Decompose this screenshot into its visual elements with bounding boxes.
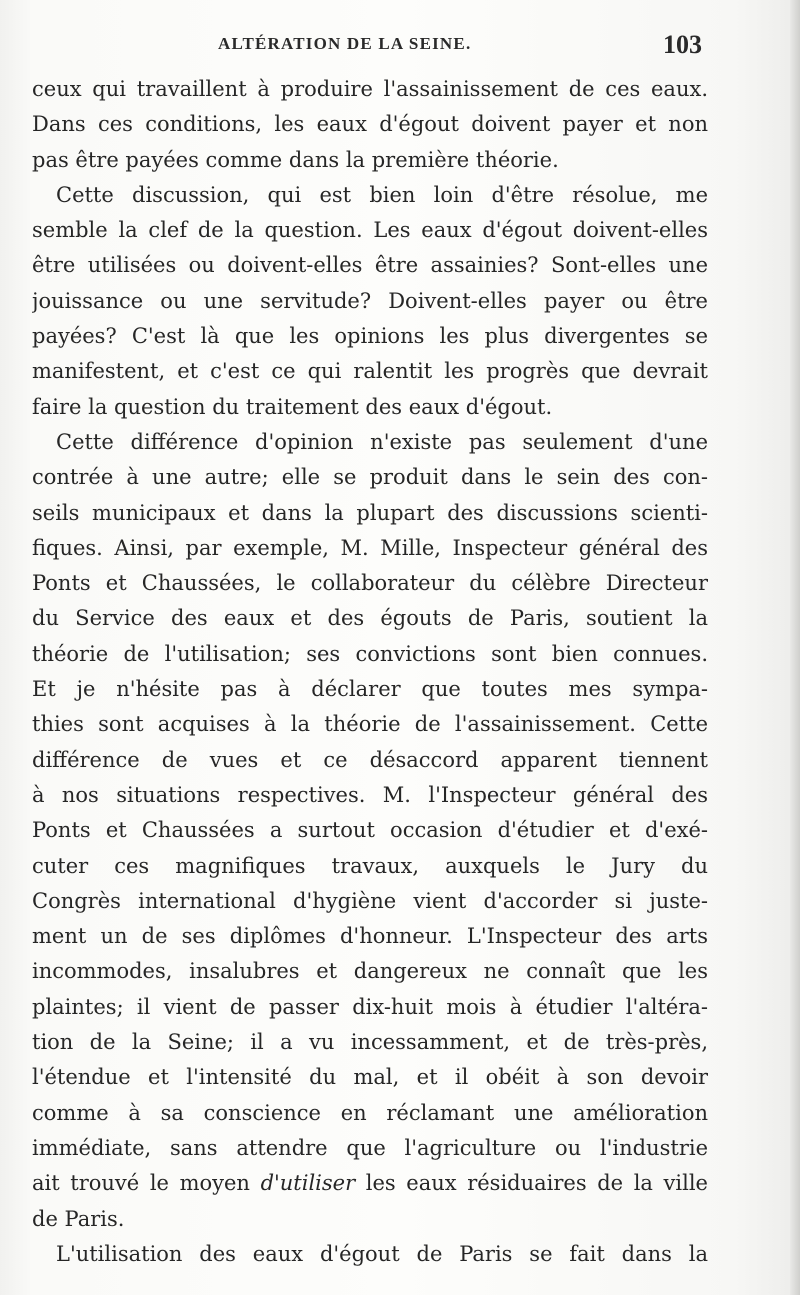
text-line: L'utilisation des eaux d'égout de Paris se fait dans la [56,1241,708,1266]
text-line: Ponts et Chaussées, le collaborateur du célèbre Directeur [32,571,708,596]
text-line: comme à sa conscience en réclamant une amélioration [32,1100,708,1125]
text-segment: les eaux résiduaires de la ville [355,1171,708,1196]
text-line: à nos situations respectives. M. l'Inspecteur général des [32,782,708,807]
text-line: jouissance ou une servitude? Doivent-elles payer ou être [32,288,708,313]
text-line: ceux qui travaillent à produire l'assainissement de ces eaux. [32,77,708,101]
text-line: Cette différence d'opinion n'existe pas seulement d'une [56,429,708,454]
text-line: Ponts et Chaussées a surtout occasion d'étudier et d'exé- [32,818,708,843]
italic-word: d'utiliser [260,1171,356,1196]
page-edge-shadow [790,0,800,1295]
text-line: tion de la Seine; il a vu incessamment, et de très-près, [32,1030,708,1055]
text-line: de Paris. [32,1206,125,1231]
text-line: Cette discussion, qui est bien loin d'être résolue, me [56,182,708,207]
text-line: fiques. Ainsi, par exemple, M. Mille, Inspecteur général des [32,535,708,560]
text-line: l'étendue et l'intensité du mal, et il obéit à son devoir [32,1065,708,1090]
text-segment: ait trouvé le moyen [32,1171,261,1196]
text-line: faire la question du traitement des eaux d'égout. [32,394,553,419]
page-header [0,30,800,64]
text-line: manifestent, et c'est ce qui ralentit les progrès que devrait [32,359,708,384]
text-line: du Service des eaux et des égouts de Paris, soutient la [32,606,708,631]
running-title: ALTÉRATION DE LA SEINE. [218,34,472,53]
text-line: pas être payées comme dans la première théorie. [32,147,559,172]
text-line: seils municipaux et dans la plupart des discussions scienti- [32,500,708,525]
text-line: immédiate, sans attendre que l'agriculture ou l'industrie [32,1135,708,1160]
text-line: différence de vues et ce désaccord apparent tiennent [32,747,708,772]
text-line: thies sont acquises à la théorie de l'assainissement. Cette [32,712,708,737]
text-line: semble la clef de la question. Les eaux d'égout doivent-elles [32,218,708,243]
text-line: théorie de l'utilisation; ses convictions sont bien connues. [32,641,708,666]
text-line: Et je n'hésite pas à déclarer que toutes mes sympa- [32,677,708,702]
text-line: cuter ces magnifiques travaux, auxquels le Jury du [32,853,708,878]
text-line-with-italic [32,1166,708,1201]
text-line: contrée à une autre; elle se produit dans le sein des con- [32,465,708,490]
page-number: 103 [663,30,702,59]
text-line: Congrès international d'hygiène vient d'accorder si juste- [32,888,708,913]
text-line: incommodes, insalubres et dangereux ne connaît que les [32,959,708,984]
body-text [32,72,708,1272]
text-line: ment un de ses diplômes d'honneur. L'Inspecteur des arts [32,924,708,949]
text-line: payées? C'est là que les opinions les plus divergentes se [32,324,708,349]
text-line: être utilisées ou doivent-elles être assainies? Sont-elles une [32,253,708,278]
text-line: plaintes; il vient de passer dix-huit mois à étudier l'altéra- [32,994,708,1019]
text-line: Dans ces conditions, les eaux d'égout doivent payer et non [32,112,708,137]
